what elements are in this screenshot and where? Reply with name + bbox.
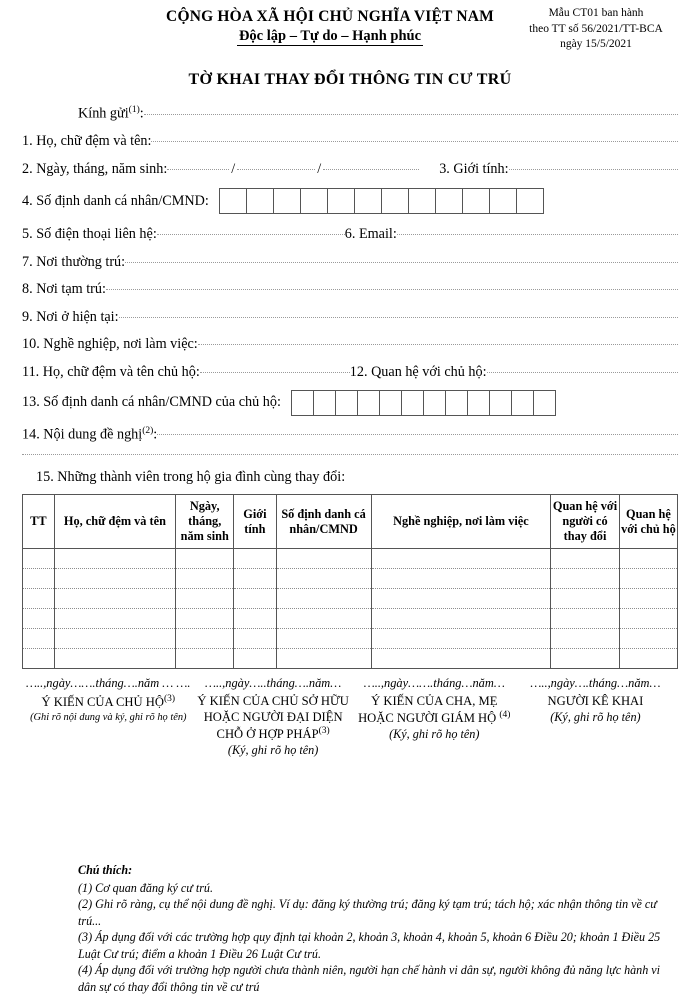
field-birth-day-input[interactable] <box>167 169 229 170</box>
id-box-cell[interactable] <box>354 188 382 214</box>
table-cell[interactable] <box>23 609 55 629</box>
field-phone-email <box>22 226 678 243</box>
household-members-table <box>22 494 678 669</box>
id-box-cell[interactable] <box>219 188 247 214</box>
id-box-cell[interactable] <box>246 188 274 214</box>
table-header-row <box>23 495 678 549</box>
table-row[interactable] <box>23 609 678 629</box>
table-cell[interactable] <box>23 589 55 609</box>
table-cell[interactable] <box>176 549 234 569</box>
form-code-line-1: Mẫu CT01 ban hành <box>548 7 644 19</box>
table-cell[interactable] <box>551 649 620 669</box>
signature-date-line[interactable]: …..,ngày…..tháng….năm… <box>204 676 342 691</box>
field-personal-id <box>22 188 678 214</box>
column-header-occupation: Nghề nghiệp, nơi làm việc <box>371 495 551 549</box>
id-box-cell[interactable] <box>401 390 424 416</box>
field-permanent-residence-label: 7. Nơi thường trú: <box>22 253 126 270</box>
footnote-3: (3) Áp dụng đối với các trường hợp quy định tại khoản 2, khoản 3, khoản 4, khoản 5, khoản 6 Điều 20; khoản 1 Điều 25 Luật Cư trú; điểm a khoản 1 Điều 26 Luật Cư trú. <box>78 930 661 961</box>
field-recipient-label: Kính gửi$^{(1)}$: <box>78 105 144 122</box>
field-temporary-residence <box>22 281 678 298</box>
id-box-cell[interactable] <box>467 390 490 416</box>
table-row[interactable] <box>23 549 678 569</box>
form-body <box>0 105 700 759</box>
id-box-cell[interactable] <box>489 188 517 214</box>
signature-note: (Ghi rõ nội dung và ký, ghi rõ họ tên) <box>30 711 187 723</box>
footnote-1: (1) Cơ quan đăng ký cư trú. <box>78 880 213 895</box>
field-occupation <box>22 336 678 353</box>
table-body[interactable] <box>23 549 678 669</box>
table-cell[interactable] <box>54 649 175 669</box>
field-request-content-label: 14. Nội dung đề nghị$^{(2)}$: <box>22 425 158 443</box>
table-row[interactable] <box>23 569 678 589</box>
form-code-block <box>506 6 686 53</box>
field-householder-name <box>22 364 678 381</box>
table-cell[interactable] <box>551 569 620 589</box>
table-cell[interactable] <box>551 589 620 609</box>
id-box-cell[interactable] <box>408 188 436 214</box>
column-header-gender: Giới tính <box>234 495 276 549</box>
field-householder-name-label: 11. Họ, chữ đệm và tên chủ hộ: <box>22 363 200 380</box>
id-box-cell[interactable] <box>435 188 463 214</box>
signature-title: Ý KIẾN CỦA CHA, MẸ HOẶC NGƯỜI GIÁM HỘ $^{(4)}$ <box>358 693 511 725</box>
birthdate-separator-2: / <box>317 160 322 177</box>
table-row[interactable] <box>23 629 678 649</box>
signature-block-declarant <box>515 675 676 759</box>
field-householder-relation-input[interactable] <box>487 372 678 373</box>
table-cell[interactable] <box>176 569 234 589</box>
table-row[interactable] <box>23 649 678 669</box>
field-birthdate-gender <box>22 161 678 178</box>
table-cell[interactable] <box>176 609 234 629</box>
table-cell[interactable] <box>234 549 276 569</box>
table-row[interactable] <box>23 589 678 609</box>
field-phone-label: 5. Số điện thoại liên hệ: <box>22 226 157 243</box>
signature-note: (Ký, ghi rõ họ tên) <box>227 743 319 758</box>
id-box-cell[interactable] <box>423 390 446 416</box>
field-temporary-residence-input[interactable] <box>106 289 678 290</box>
field-temporary-residence-label: 8. Nơi tạm trú: <box>22 281 106 298</box>
field-birthdate-label: 2. Ngày, tháng, năm sinh: <box>22 160 168 177</box>
personal-id-boxes[interactable] <box>219 188 544 214</box>
field-gender-input[interactable] <box>509 169 678 170</box>
document-header <box>0 0 700 89</box>
table-cell[interactable] <box>23 649 55 669</box>
field-gender-label: 3. Giới tính: <box>439 160 509 177</box>
signature-block-parent-guardian <box>354 675 515 759</box>
table-cell[interactable] <box>276 629 371 649</box>
field-fullname <box>22 133 678 150</box>
form-code-line-2: theo TT số 56/2021/TT-BCA <box>529 22 663 35</box>
column-header-tt: TT <box>23 495 55 549</box>
table-cell[interactable] <box>23 569 55 589</box>
column-header-relation-householder: Quan hệ với chủ hộ <box>619 495 677 549</box>
table-cell[interactable] <box>276 549 371 569</box>
signature-note: (Ký, ghi rõ họ tên) <box>389 727 480 741</box>
table-cell[interactable] <box>276 589 371 609</box>
id-box-cell[interactable] <box>379 390 402 416</box>
table-cell[interactable] <box>234 649 276 669</box>
id-box-cell[interactable] <box>327 188 355 214</box>
table-cell[interactable] <box>23 549 55 569</box>
table-cell[interactable] <box>54 569 175 589</box>
field-householder-id <box>22 390 678 416</box>
field-recipient <box>22 105 678 123</box>
table-cell[interactable] <box>619 589 677 609</box>
table-cell[interactable] <box>276 569 371 589</box>
table-cell[interactable] <box>371 549 551 569</box>
id-box-cell[interactable] <box>511 390 534 416</box>
table-cell[interactable] <box>551 629 620 649</box>
id-box-cell[interactable] <box>516 188 544 214</box>
id-box-cell[interactable] <box>381 188 409 214</box>
table-cell[interactable] <box>619 569 677 589</box>
document-title: TỜ KHAI THAY ĐỔI THÔNG TIN CƯ TRÚ <box>188 71 512 88</box>
field-email-input[interactable] <box>397 234 678 235</box>
table-cell[interactable] <box>54 549 175 569</box>
table-cell[interactable] <box>176 649 234 669</box>
field-current-residence <box>22 309 678 326</box>
table-cell[interactable] <box>371 589 551 609</box>
field-request-content <box>22 426 678 444</box>
field-birth-month-input[interactable] <box>237 169 315 170</box>
field-request-content-input[interactable] <box>157 434 678 435</box>
field-fullname-label: 1. Họ, chữ đệm và tên: <box>22 133 152 150</box>
table-cell[interactable] <box>54 629 175 649</box>
column-header-fullname: Họ, chữ đệm và tên <box>54 495 175 549</box>
footnotes-section <box>78 862 678 996</box>
id-box-cell[interactable] <box>273 188 301 214</box>
id-box-cell[interactable] <box>357 390 380 416</box>
column-header-id-number: Số định danh cá nhân/CMND <box>276 495 371 549</box>
id-box-cell[interactable] <box>445 390 468 416</box>
column-header-relation-changed-person: Quan hệ với người có thay đổi <box>551 495 620 549</box>
field-occupation-label: 10. Nghề nghiệp, nơi làm việc: <box>22 336 198 353</box>
table-cell[interactable] <box>619 549 677 569</box>
footnote-ref-3: (3) <box>318 725 330 736</box>
field-current-residence-label: 9. Nơi ở hiện tại: <box>22 308 119 325</box>
field-householder-name-input[interactable] <box>200 372 350 373</box>
signature-date-line[interactable]: …..,ngày….tháng…năm… <box>530 676 661 691</box>
national-motto: Độc lập – Tự do – Hạnh phúc <box>238 28 422 44</box>
signature-section <box>22 675 678 759</box>
table-cell[interactable] <box>619 609 677 629</box>
id-box-cell[interactable] <box>313 390 336 416</box>
column-header-birthdate: Ngày, tháng, năm sinh <box>176 495 234 549</box>
signature-note: (Ký, ghi rõ họ tên) <box>550 709 641 724</box>
table-cell[interactable] <box>371 569 551 589</box>
table-cell[interactable] <box>54 609 175 629</box>
table-cell[interactable] <box>176 589 234 609</box>
footnote-ref-4: (4) <box>499 709 511 720</box>
signature-date-line[interactable]: …..,ngày…….tháng….năm … …. <box>26 676 191 691</box>
field-occupation-input[interactable] <box>198 344 678 345</box>
table-cell[interactable] <box>371 609 551 629</box>
id-box-cell[interactable] <box>300 188 328 214</box>
footnote-2: (2) Ghi rõ ràng, cụ thể nội dung đề nghị. Ví dụ: đăng ký thường trú; đăng ký tạm trú; tách hộ; xác nhận thông tin về cư trú... <box>78 897 657 928</box>
field-permanent-residence <box>22 254 678 271</box>
table-cell[interactable] <box>234 629 276 649</box>
id-box-cell[interactable] <box>533 390 556 416</box>
id-box-cell[interactable] <box>462 188 490 214</box>
field-householder-id-label: 13. Số định danh cá nhân/CMND của chủ hộ: <box>22 394 281 411</box>
table-cell[interactable] <box>371 629 551 649</box>
field-phone-input[interactable] <box>157 234 345 235</box>
section-15-title: 15. Những thành viên trong hộ gia đình cùng thay đổi: <box>36 469 346 486</box>
signature-title: Ý KIẾN CỦA CHỦ SỞ HỮU HOẶC NGƯỜI ĐẠI DIỆN CHỖ Ở HỢP PHÁP$^{(3)}$ <box>197 693 349 741</box>
table-cell[interactable] <box>176 629 234 649</box>
table-cell[interactable] <box>234 609 276 629</box>
footnote-ref-1: (1) <box>128 105 140 115</box>
table-cell[interactable] <box>54 589 175 609</box>
signature-block-owner-representative <box>193 675 354 759</box>
id-box-cell[interactable] <box>489 390 512 416</box>
householder-id-boxes[interactable] <box>291 390 556 416</box>
field-email-label: 6. Email: <box>344 226 397 243</box>
signature-date-line[interactable]: …..,ngày…….tháng…năm… <box>363 676 505 691</box>
footnotes-title: Chú thích: <box>78 863 133 877</box>
table-cell[interactable] <box>371 649 551 669</box>
table-cell[interactable] <box>234 569 276 589</box>
field-personal-id-label: 4. Số định danh cá nhân/CMND: <box>22 192 209 209</box>
field-permanent-residence-input[interactable] <box>125 262 678 263</box>
signature-title: NGƯỜI KÊ KHAI <box>547 693 644 708</box>
signature-title: Ý KIẾN CỦA CHỦ HỘ$^{(3)}$ <box>41 693 176 709</box>
field-current-residence-input[interactable] <box>119 317 678 318</box>
id-box-cell[interactable] <box>291 390 314 416</box>
table-cell[interactable] <box>551 609 620 629</box>
field-recipient-input[interactable] <box>144 114 678 115</box>
footnote-ref-3: (3) <box>163 693 176 704</box>
table-cell[interactable] <box>234 589 276 609</box>
table-cell[interactable] <box>551 549 620 569</box>
table-cell[interactable] <box>619 649 677 669</box>
id-box-cell[interactable] <box>335 390 358 416</box>
national-title: CỘNG HÒA XÃ HỘI CHỦ NGHĨA VIỆT NAM <box>166 8 494 25</box>
footnote-ref-2: (2) <box>142 425 154 436</box>
footnote-4: (4) Áp dụng đối với trường hợp người chưa thành niên, người hạn chế hành vi dân sự, người không đủ năng lực hành vi dân sự có thay đổi thông tin về cư trú <box>78 963 661 994</box>
form-code-line-3: ngày 15/5/2021 <box>560 38 632 51</box>
birthdate-separator-1: / <box>231 160 236 177</box>
table-cell[interactable] <box>619 629 677 649</box>
field-birth-year-input[interactable] <box>323 169 419 170</box>
table-cell[interactable] <box>276 609 371 629</box>
field-householder-relation-label: 12. Quan hệ với chủ hộ: <box>349 363 487 380</box>
signature-block-householder <box>24 675 193 759</box>
table-cell[interactable] <box>276 649 371 669</box>
field-request-content-input-line2[interactable] <box>22 454 678 455</box>
table-cell[interactable] <box>23 629 55 649</box>
field-fullname-input[interactable] <box>151 141 678 142</box>
